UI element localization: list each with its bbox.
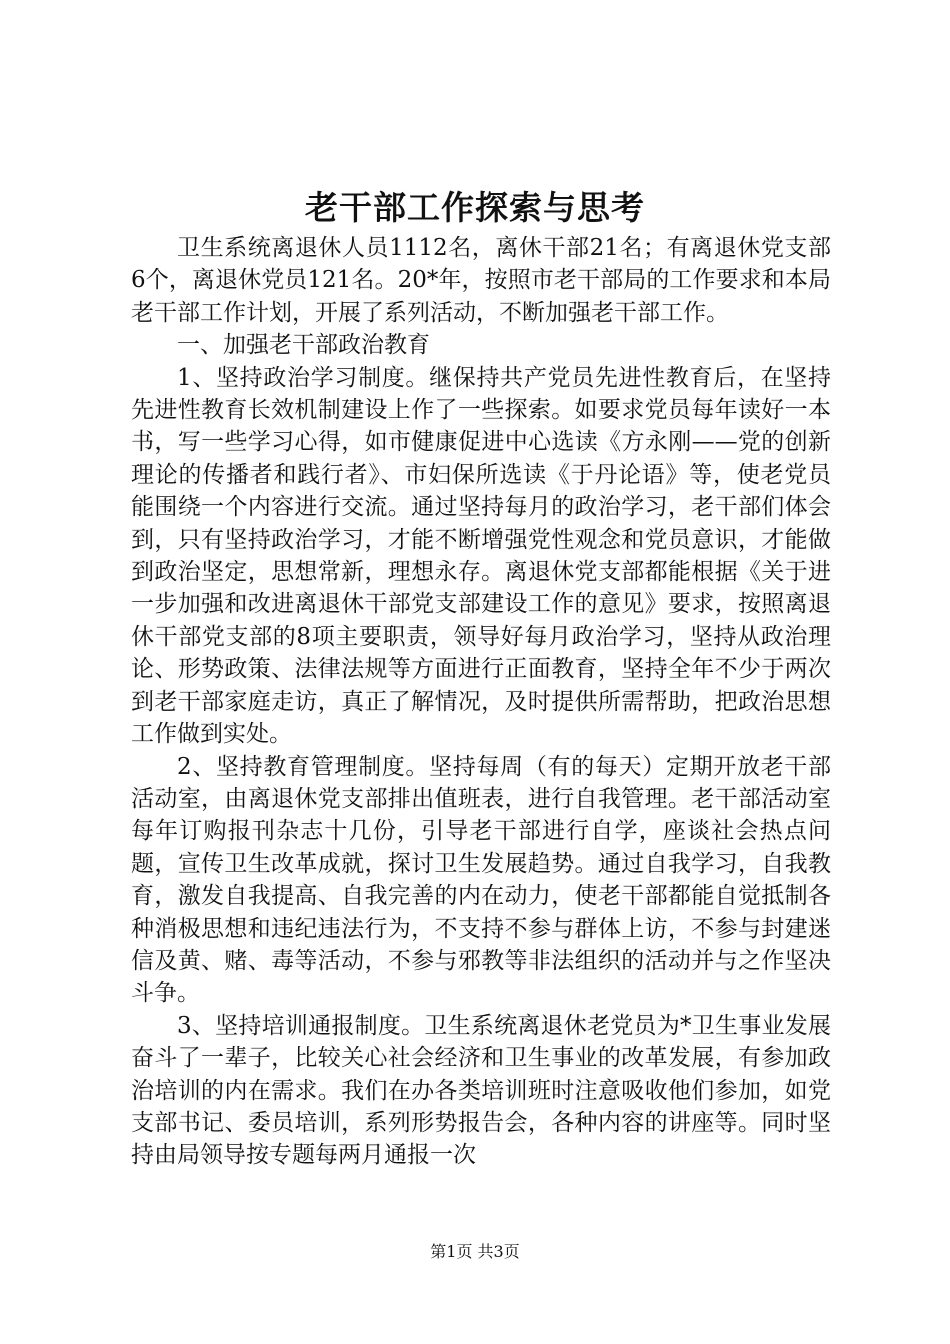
paragraph-training-briefing: 3、坚持培训通报制度。卫生系统离退休老党员为*卫生事业发展奋斗了一辈子，比较关心社会经济和卫生事业的改革发展，有参加政治培训的内在需求。我们在办各类培训班时注意吸收他们参加，如党支部书记、委员培训，系列形势报告会，各种内容的讲座等。同时坚持由局领导按专题每两月通报一次 <box>131 1012 831 1169</box>
paragraph-education-management: 2、坚持教育管理制度。坚持每周（有的每天）定期开放老干部活动室，由离退休党支部排出值班表，进行自我管理。老干部活动室每年订购报刊杂志十几份，引导老干部进行自学，座谈社会热点问题，宣传卫生改革成就，探讨卫生发展趋势。通过自我学习，自我教育，激发自我提高、自我完善的内在动力，使老干部都能自觉抵制各种消极思想和违纪违法行为，不支持不参与群体上访，不参与封建迷信及黄、赌、毒等活动，不参与邪教等非法组织的活动并与之作坚决斗争。 <box>131 753 831 1007</box>
paragraph-political-study: 1、坚持政治学习制度。继保持共产党员先进性教育后，在坚持先进性教育长效机制建设上作了一些探索。如要求党员每年读好一本书，写一些学习心得，如市健康促进中心选读《方永刚——党的创新理论的传播者和践行者》、市妇保所选读《于丹论语》等，使老党员能围绕一个内容进行交流。通过坚持每月的政治学习，老干部们体会到，只有坚持政治学习，才能不断增强党性观念和党员意识，才能做到政治坚定，思想常新，理想永存。离退休党支部都能根据《关于进一步加强和改进离退休干部党支部建设工作的意见》要求，按照离退休干部党支部的8项主要职责，领导好每月政治学习，坚持从政治理论、形势政策、法律法规等方面进行正面教育，坚持全年不少于两次到老干部家庭走访，真正了解情况，及时提供所需帮助，把政治思想工作做到实处。 <box>131 364 831 748</box>
intro-paragraph: 卫生系统离退休人员1112名，离休干部21名；有离退休党支部6个，离退休党员121名。20*年，按照市老干部局的工作要求和本局老干部工作计划，开展了系列活动，不断加强老干部工作。 <box>131 235 831 326</box>
section-heading: 一、加强老干部政治教育 <box>177 332 430 359</box>
document-title: 老干部工作探索与思考 <box>305 188 645 227</box>
document-body <box>131 232 831 1172</box>
page-footer: 第1页 共3页 <box>430 1242 520 1261</box>
